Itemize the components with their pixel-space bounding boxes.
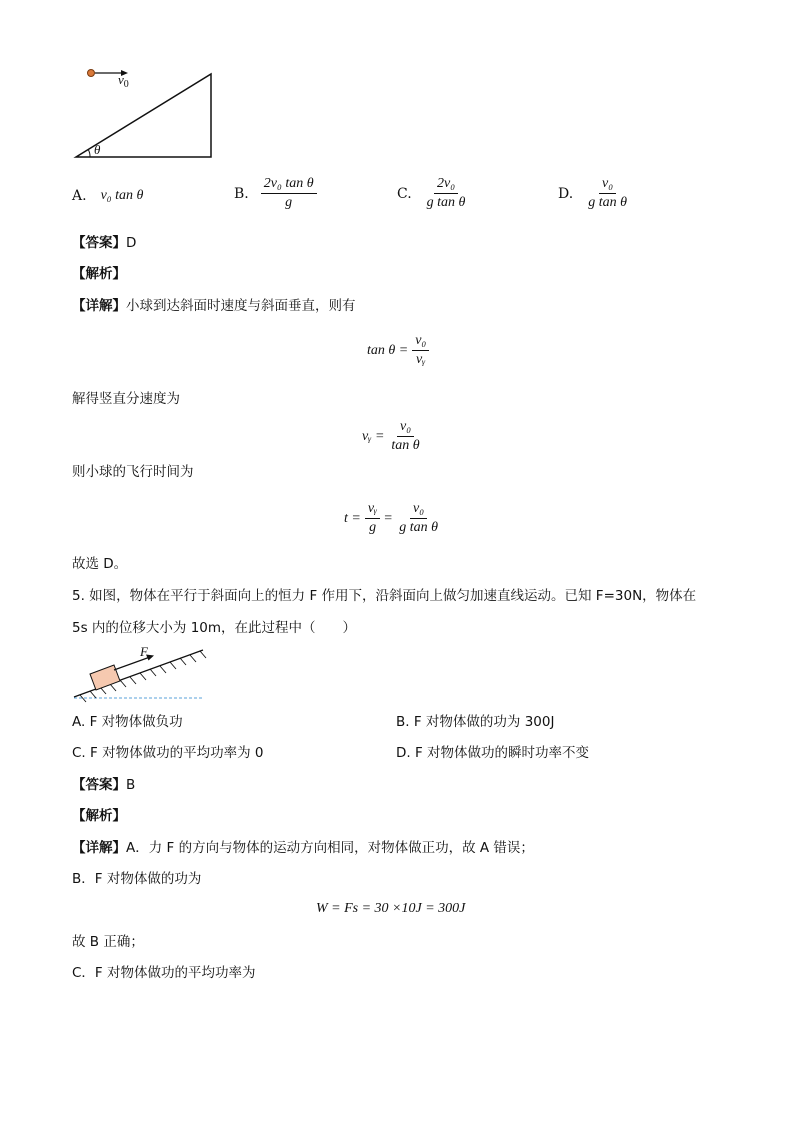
q4-option-c: C. $\frac{\text{2v₀}}{\text{g tan θ}}$ [397,176,468,211]
q5-option-a: A. F 对物体做负功 [72,714,183,730]
q4-equation-1: tan θ = $\frac{\text{v₀}}{\text{vᵧ}}$ [367,333,429,368]
block [90,665,120,690]
q5-option-c: C. F 对物体做功的平均功率为 0 [72,745,264,761]
q5-detail: 【详解】A．力 F 的方向与物体的运动方向相同，对物体做正功，故 A 错误； [72,840,534,856]
q4-conclusion: 故选 D。 [72,556,128,572]
q5-answer: 【答案】B [72,777,136,793]
q4-equation-2: vᵧ = $\frac{\text{v₀}}{\text{tan θ}}$ [362,419,420,453]
q4-line-3: 则小球的飞行时间为 [72,464,194,480]
q4-answer: 【答案】D [72,235,137,251]
q5-equation-b: W = Fs = 30 ×10J = 300J [316,901,466,916]
q5-option-b: B. F 对物体做的功为 300J [396,714,555,730]
q4-line-2: 解得竖直分速度为 [72,391,180,407]
q4-option-a: A. v₀ tan θ [72,188,144,204]
q5-line-b: B．F 对物体做的功为 [72,871,202,887]
q5-stem-line-1: 5. 如图，物体在平行于斜面向上的恒力 F 作用下，沿斜面向上做匀加速直线运动。已知 F=30N，物体在 [72,588,697,604]
q4-detail: 【详解】小球到达斜面时速度与斜面垂直，则有 [72,298,356,314]
incline-ball-figure [70,62,220,162]
q4-equation-3: t = $\frac{\text{vᵧ}}{g}$ = $\frac{\text{v₀}}{\text{g tan θ}}$ [344,501,438,535]
q4-option-b: B. $\frac{\text{2v₀ tan θ}}{g}$ [234,176,317,211]
q4-option-c-fraction: $\frac{\text{2v₀}}{\text{g tan θ}}$ [426,176,466,210]
velocity-label: $v_0$ [118,72,129,90]
angle-arc [88,150,90,157]
q4-option-d: D. $\frac{\text{v₀}}{\text{g tan θ}}$ [558,176,630,211]
q4-analysis-tag: 【解析】 [72,266,126,282]
q5-line-c: C．F 对物体做功的平均功率为 [72,965,256,981]
q4-option-d-fraction: $\frac{\text{v₀}}{\text{g tan θ}}$ [588,176,627,210]
ball [88,70,95,77]
force-label: F [140,644,148,659]
q5-analysis-tag: 【解析】 [72,808,126,824]
angle-label: θ [94,142,101,157]
q5-line-b2: 故 B 正确； [72,934,144,950]
q5-stem-line-2: 5s 内的位移大小为 10m，在此过程中（ ） [72,620,357,636]
q5-option-d: D. F 对物体做功的瞬时功率不变 [396,745,590,761]
q4-option-b-fraction: $\frac{\text{2v₀ tan θ}}{g}$ [261,176,317,211]
